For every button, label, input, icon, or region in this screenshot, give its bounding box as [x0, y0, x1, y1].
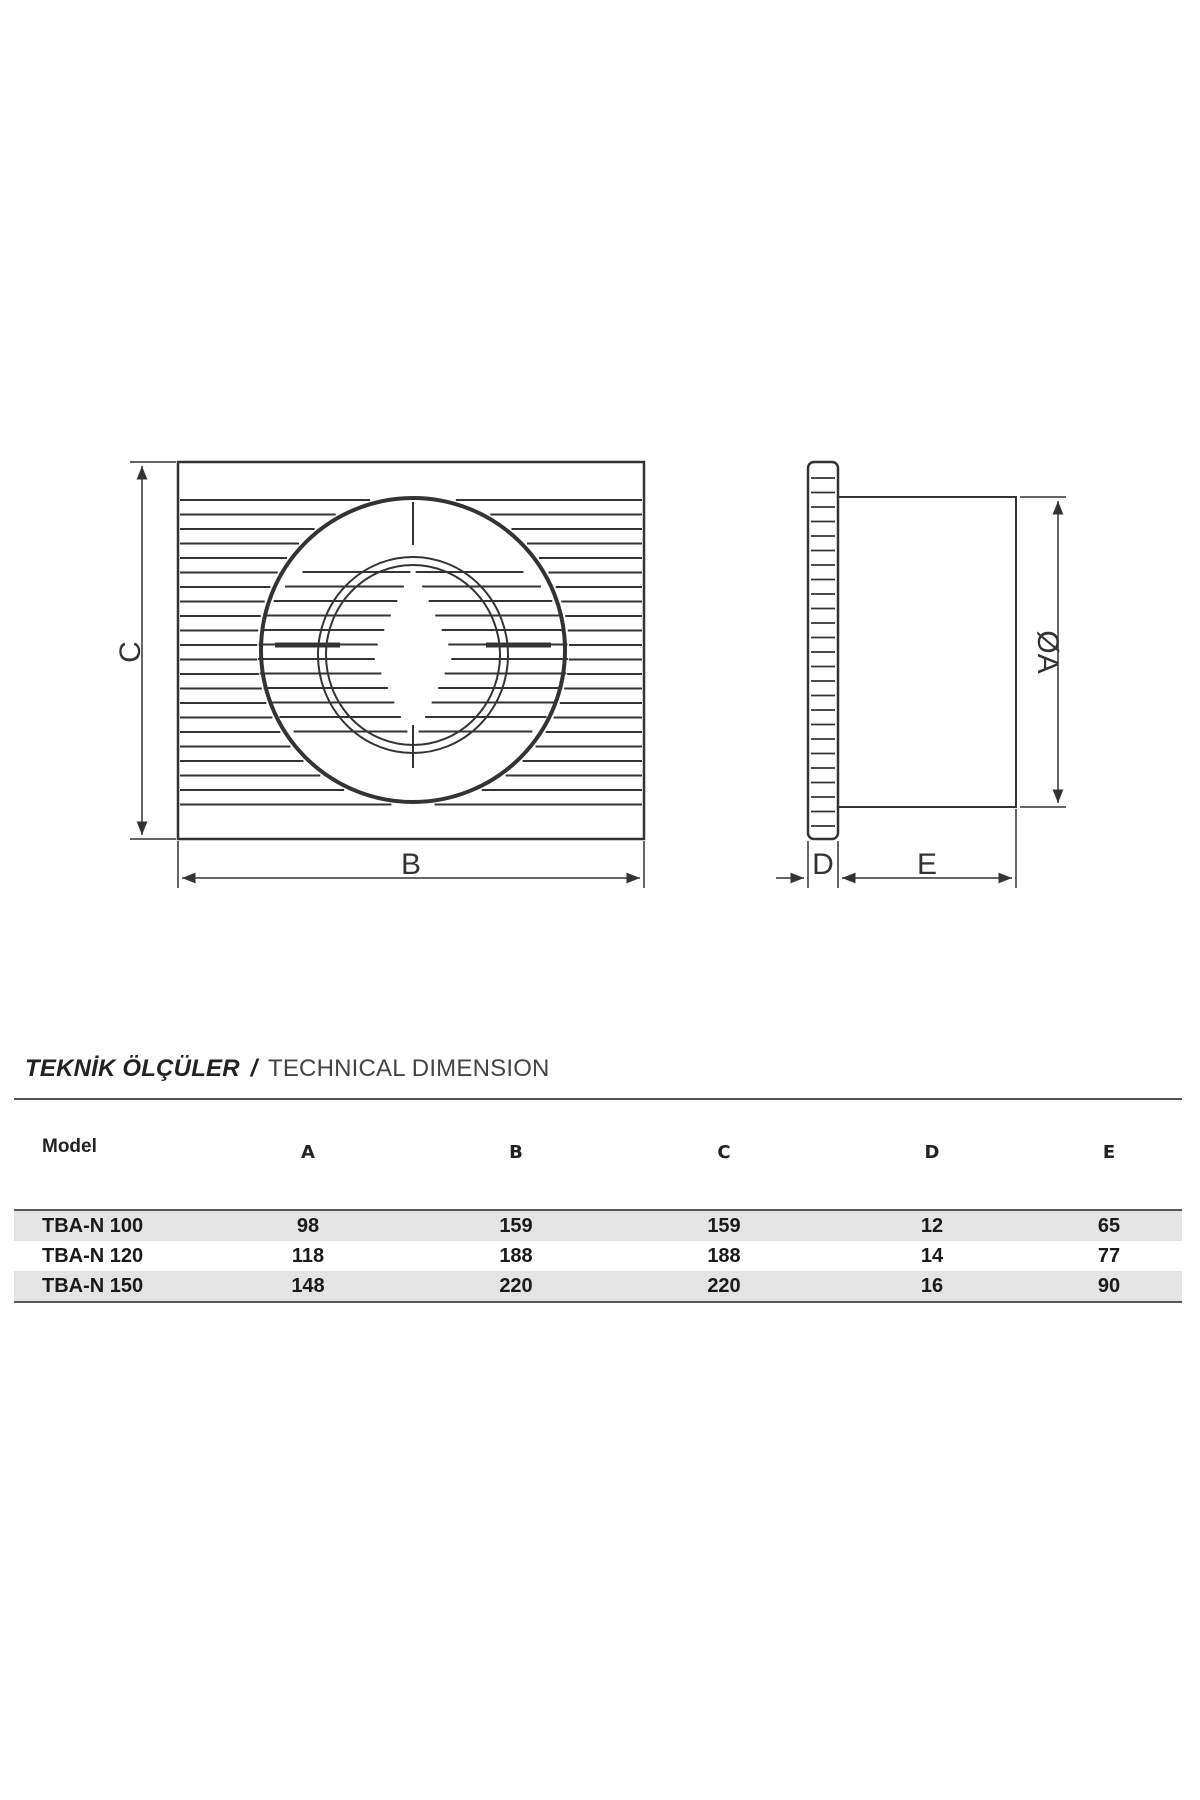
dimension-b-label: B — [400, 848, 422, 881]
right-louvers — [435, 500, 642, 805]
header-d: D — [924, 1142, 940, 1163]
cell-a: 98 — [204, 1210, 412, 1241]
header-b: B — [509, 1142, 523, 1163]
table-row — [14, 1241, 1182, 1271]
cell-e: 65 — [1036, 1210, 1182, 1241]
cell-b: 159 — [412, 1210, 620, 1241]
title-divider — [14, 1098, 1182, 1100]
header-e: E — [1102, 1142, 1116, 1163]
cell-model: TBA-N 120 — [42, 1244, 144, 1267]
cell-c: 220 — [620, 1271, 828, 1302]
front-plate-outline — [178, 462, 644, 839]
cell-b: 188 — [499, 1244, 533, 1267]
cell-model: TBA-N 150 — [14, 1271, 204, 1302]
dimension-c-label: C — [114, 641, 147, 663]
table-row — [14, 1271, 1182, 1302]
section-title-en: TECHNICAL DIMENSION — [267, 1055, 550, 1082]
section-title-tr: TEKNİK ÖLÇÜLER — [25, 1055, 240, 1082]
side-view — [808, 462, 1016, 839]
cell-a: 148 — [204, 1271, 412, 1302]
cell-d: 12 — [828, 1210, 1036, 1241]
cell-d: 16 — [828, 1271, 1036, 1302]
cell-c: 188 — [707, 1244, 741, 1267]
cell-e: 90 — [1036, 1271, 1182, 1302]
dimension-e-label: E — [916, 848, 938, 881]
left-louvers — [180, 500, 391, 805]
duct-body — [838, 497, 1016, 807]
cell-d: 14 — [920, 1244, 944, 1267]
section-title — [25, 1055, 550, 1083]
header-a: A — [301, 1142, 315, 1163]
inner-grille-ring-2 — [326, 565, 500, 745]
dimensions-table — [14, 1128, 1182, 1303]
header-model: Model — [42, 1136, 97, 1157]
side-ribs — [811, 478, 835, 826]
table-header-row — [14, 1128, 1182, 1210]
dimension-d-label: D — [812, 848, 834, 881]
cell-a: 118 — [291, 1244, 325, 1267]
inner-louvers — [258, 572, 568, 732]
table-row — [14, 1210, 1182, 1241]
cell-model: TBA-N 100 — [14, 1210, 204, 1241]
front-view — [178, 462, 644, 839]
inner-grille-ring — [318, 557, 508, 753]
dimension-a-label: ØA — [1031, 630, 1064, 674]
cell-e: 77 — [1097, 1244, 1121, 1267]
cell-b: 220 — [412, 1271, 620, 1302]
header-c: C — [717, 1142, 731, 1163]
cell-c: 159 — [620, 1210, 828, 1241]
section-title-separator: / — [250, 1055, 258, 1082]
